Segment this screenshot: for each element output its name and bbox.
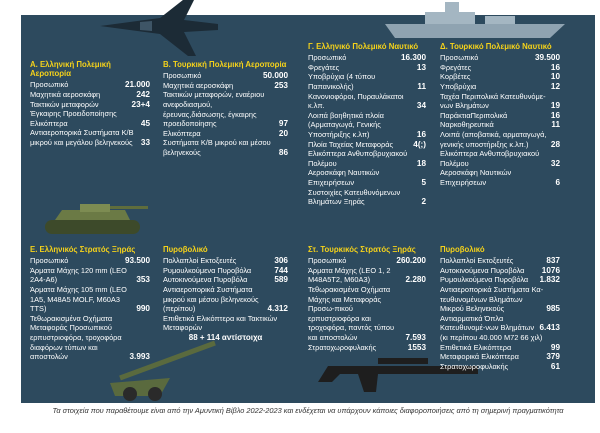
stat-label: Αντιαεροπορικά Συστήματα μικρού και μέσου βεληνεκούς (περίπου) bbox=[163, 284, 259, 314]
stat-row bbox=[163, 81, 288, 91]
fighter-jet-icon bbox=[100, 0, 220, 58]
stat-row bbox=[308, 111, 426, 140]
section-header: Πυροβολικό bbox=[163, 245, 208, 254]
stat-row bbox=[440, 285, 560, 314]
stat-label: Φρεγάτες bbox=[308, 62, 340, 72]
stat-row bbox=[440, 314, 560, 333]
stat-row bbox=[440, 111, 560, 121]
stat-row bbox=[440, 92, 560, 111]
stat-label: Προσωπικό bbox=[30, 256, 69, 266]
stat-row bbox=[308, 266, 426, 285]
stat-label: Συστήματα Κ/Β μικρού και μέσου βεληνεκούς bbox=[163, 138, 271, 157]
stat-row bbox=[163, 90, 288, 128]
stat-value: 12 bbox=[550, 81, 560, 91]
stat-label: Μεταφορικά Ελικόπτερα bbox=[440, 352, 519, 362]
stat-label: Ρυμουλκούμενα Πυροβόλα bbox=[163, 265, 252, 275]
stat-row bbox=[30, 80, 150, 90]
stat-value: 744 bbox=[274, 265, 288, 275]
stat-label: Αντιαεροπορικά Συστήματα Κ/Β μικρού και μεγάλου βεληνεκούς bbox=[30, 128, 134, 147]
stat-value: 985 bbox=[546, 304, 560, 314]
turkish-navy-section bbox=[440, 42, 560, 188]
stat-row bbox=[163, 71, 288, 81]
stat-label: Υποβρύχια bbox=[440, 81, 477, 91]
stat-value: 7.593 bbox=[405, 332, 426, 342]
stat-row bbox=[30, 314, 150, 362]
stat-label: Προσωπικό bbox=[440, 53, 479, 63]
stat-label: Ελικόπτερα Ανθυποβρυχιακού Πολέμου bbox=[440, 149, 540, 168]
stat-label: Τεθωρακισμένα Οχήματα Μάχης και Μεταφοράς Προσω-πικού ερπυστριοφόρα και τροχοφόρα, παντός τύπου και αποστολών bbox=[308, 284, 395, 342]
stat-value: 260.200 bbox=[396, 256, 426, 266]
stat-label: Στρατοχωροφυλακής bbox=[440, 361, 509, 371]
stat-label: Μαχητικά αεροσκάφη bbox=[30, 90, 101, 99]
stat-value: 2 bbox=[421, 197, 426, 207]
stat-row bbox=[308, 53, 426, 63]
stat-row bbox=[440, 266, 560, 276]
stat-label: Μαχητικά αεροσκάφη bbox=[163, 80, 234, 90]
stat-value: 837 bbox=[546, 256, 560, 266]
stat-value: 1.832 bbox=[539, 275, 560, 285]
stat-value: 39.500 bbox=[534, 53, 560, 63]
stat-row bbox=[30, 90, 150, 100]
turkish-artillery-section bbox=[440, 245, 560, 371]
stat-label: Αυτοκινούμενα Πυροβόλα bbox=[440, 265, 525, 275]
stat-value: 50.000 bbox=[262, 71, 288, 81]
stat-label: Ελικόπτερα Ανθυποβρυχιακού Πολέμου bbox=[308, 149, 408, 168]
stat-label: Κανονιοφόροι, Πυραυλάκατοι κ.λπ. bbox=[308, 91, 404, 111]
stat-row bbox=[163, 275, 288, 285]
stat-row bbox=[308, 140, 426, 150]
tank-icon bbox=[40, 198, 150, 238]
stat-row bbox=[308, 343, 426, 353]
stat-value: 93.500 bbox=[124, 256, 150, 266]
stat-value: 5 bbox=[421, 177, 426, 187]
stat-value: 33 bbox=[140, 137, 150, 147]
stat-label: Ρυμουλκούμενα Πυροβόλα bbox=[440, 275, 529, 285]
stat-value: 28 bbox=[550, 139, 560, 149]
stat-value: 589 bbox=[274, 275, 288, 285]
stat-label: Λοιπά (αποβατικά, αρματαγωγά, γενικής υποστήριξης κ.λπ.) bbox=[440, 129, 547, 149]
stat-value: 61 bbox=[550, 361, 560, 371]
stat-label: Άρματα Μάχης 105 mm (LEO 1A5, M48A5 MOLF, M60A3 TTS) bbox=[30, 284, 127, 314]
stat-label: Έγκαιρης Προειδοποίησης Ελικόπτερα bbox=[30, 109, 117, 128]
stat-label: Προσωπικό bbox=[163, 71, 202, 81]
stat-row bbox=[440, 72, 560, 82]
stat-value: 4(;) bbox=[413, 139, 426, 149]
stat-row bbox=[163, 256, 288, 266]
stat-value: 32 bbox=[550, 158, 560, 168]
stat-label: (κι περίπου 40.000 Μ72 66 χιλ) bbox=[440, 332, 543, 342]
stat-total: 88 + 114 αντίστοιχα bbox=[188, 332, 263, 342]
stat-label: Άρματα Μάχης (LEO 1, 2 M48A5T2, M60A3) bbox=[308, 265, 391, 285]
stat-row bbox=[440, 275, 560, 285]
stat-value: 16 bbox=[416, 129, 426, 139]
stat-label: Στρατοχωροφυλακής bbox=[308, 342, 377, 352]
stat-value: 45 bbox=[140, 118, 150, 128]
stat-value: 20 bbox=[278, 128, 288, 138]
stat-row bbox=[308, 285, 426, 343]
stat-row bbox=[163, 314, 288, 333]
stat-label: Τακτικών μεταφορών bbox=[30, 99, 99, 109]
stat-value: 253 bbox=[274, 80, 288, 90]
stat-value: 97 bbox=[278, 119, 288, 129]
stat-label: Πλοία Ταχείας Μεταφοράς bbox=[308, 139, 394, 149]
stat-value: 1553 bbox=[407, 342, 426, 352]
stat-value: 6 bbox=[555, 177, 560, 187]
stat-row bbox=[30, 266, 150, 285]
stat-row bbox=[30, 256, 150, 266]
stat-row bbox=[30, 128, 150, 147]
stat-row bbox=[163, 266, 288, 276]
stat-row bbox=[440, 120, 560, 130]
stat-label: Λοιπά βοηθητικά πλοία (Αρματαγωγά, Γενικής Υποστήριξης κ.λπ) bbox=[308, 110, 384, 139]
stat-label: Επιθετικά Ελικόπτερα bbox=[440, 342, 512, 352]
stat-value: 99 bbox=[550, 342, 560, 352]
turkish-army-section bbox=[308, 245, 426, 352]
stat-label: Υποβρύχια (4 τύπου Παπανικολής) bbox=[308, 72, 376, 91]
stat-value: 4.312 bbox=[267, 304, 288, 314]
stat-label: Ελικόπτερα bbox=[163, 128, 201, 138]
stat-row bbox=[440, 53, 560, 63]
section-header: Πυροβολικό bbox=[440, 245, 485, 254]
stat-row bbox=[30, 109, 150, 128]
stat-row bbox=[163, 285, 288, 314]
stat-row bbox=[440, 333, 560, 343]
stat-label: Άρματα Μάχης 120 mm (LEO 2A4-A6) bbox=[30, 265, 127, 285]
stat-row bbox=[308, 92, 426, 111]
stat-row bbox=[30, 100, 150, 110]
stat-label: Προσωπικό bbox=[30, 80, 69, 90]
section-header: Γ. Ελληνικό Πολεμικό Ναυτικό bbox=[308, 42, 419, 51]
stat-row bbox=[440, 82, 560, 92]
stat-row bbox=[163, 138, 288, 157]
stat-value: 10 bbox=[550, 72, 560, 82]
stat-value: 21.000 bbox=[124, 80, 150, 90]
stat-label: Αυτοκινούμενα Πυροβόλα bbox=[163, 275, 248, 285]
footnote: Τα στοιχεία που παραθέτουμε είναι από την Αμυντική Βίβλο 2022-2023 και ενδέχεται να υπάρχουν κάποιες διαφοροποιήσεις από τη σημερινή πραγματικότητα bbox=[52, 406, 564, 415]
stat-label: Αεροσκάφη Ναυτικών Επιχειρήσεων bbox=[440, 168, 512, 187]
stat-value: 13 bbox=[416, 62, 426, 72]
stat-value: 353 bbox=[136, 275, 150, 285]
stat-label: Πολλαπλοί Εκτοξευτές bbox=[163, 256, 237, 266]
stat-row bbox=[308, 63, 426, 73]
stat-label: Φρεγάτες bbox=[440, 62, 472, 72]
section-header: Ε. Ελληνικός Στρατός Ξηράς bbox=[30, 245, 136, 254]
greek-artillery-section bbox=[163, 245, 288, 343]
turkish-air-force-section bbox=[163, 60, 288, 158]
stat-row bbox=[308, 72, 426, 91]
stat-row bbox=[440, 362, 560, 372]
stat-label: Κορβέτες bbox=[440, 72, 471, 82]
stat-label: Τακτικών μεταφορών, εναέριου ανεφοδιασμού, έρευνας,διάσωσης, έγκαιρης προειδοποίησης bbox=[163, 90, 265, 129]
stat-row bbox=[440, 63, 560, 73]
stat-label: Αεροσκάφη Ναυτικών Επιχειρήσεων bbox=[308, 168, 380, 187]
stat-row bbox=[30, 285, 150, 314]
stat-value: 34 bbox=[416, 101, 426, 111]
stat-value: 306 bbox=[274, 256, 288, 266]
section-header: Στ. Τουρκικός Στρατός Ξηράς bbox=[308, 245, 416, 254]
section-header: Β. Τουρκική Πολεμική Αεροπορία bbox=[163, 60, 287, 69]
stat-label: Επιθετικά Ελικόπτερα και Τακτικών Μεταφορών bbox=[163, 313, 278, 333]
stat-label: Αντιαεροπορικά Συστήματα Κα-τευθυνομένων Βλημάτων Μικρού Βεληνεκούς bbox=[440, 284, 544, 314]
stat-value: 16 bbox=[550, 110, 560, 120]
stat-row bbox=[163, 129, 288, 139]
stat-value: 19 bbox=[550, 101, 560, 111]
warship-icon bbox=[385, 2, 565, 42]
stat-row bbox=[440, 168, 560, 187]
stat-row bbox=[440, 343, 560, 353]
section-header: Α. Ελληνική Πολεμική Αεροπορία bbox=[30, 60, 111, 79]
stat-value: 1076 bbox=[541, 265, 560, 275]
stat-label: Συστοιχίες Κατευθυνόμενων Βλημάτων Ξηράς bbox=[308, 187, 401, 207]
stat-row bbox=[308, 256, 426, 266]
stat-label: Πολλαπλοί Εκτοξευτές bbox=[440, 256, 514, 266]
stat-value: 23+4 bbox=[131, 99, 150, 109]
stat-value: 18 bbox=[416, 158, 426, 168]
stat-value: 86 bbox=[278, 147, 288, 157]
stat-label: Αντιαρματικά Όπλα Κατευθυνομέ-νων Βλημάτων bbox=[440, 313, 535, 333]
stat-row bbox=[308, 149, 426, 168]
stat-value: 11 bbox=[417, 81, 426, 91]
stat-label: Προσωπικό bbox=[308, 53, 347, 63]
stat-row bbox=[440, 130, 560, 149]
stat-value: 379 bbox=[546, 352, 560, 362]
stat-value: 2.280 bbox=[405, 275, 426, 285]
stat-value: 16 bbox=[550, 62, 560, 72]
stat-value: 6.413 bbox=[539, 323, 560, 333]
stat-value: 242 bbox=[136, 90, 150, 99]
stat-value: 990 bbox=[136, 304, 150, 314]
greek-navy-section bbox=[308, 42, 426, 207]
stat-row bbox=[308, 168, 426, 187]
stat-value: 3.993 bbox=[129, 352, 150, 362]
stat-row bbox=[308, 188, 426, 207]
greek-army-section bbox=[30, 245, 150, 362]
stat-row bbox=[440, 256, 560, 266]
stat-label: ΠαράκτιαΠεριπολικά bbox=[440, 110, 508, 120]
stat-row bbox=[440, 149, 560, 168]
stat-value: 16.300 bbox=[400, 53, 426, 63]
stat-row bbox=[440, 352, 560, 362]
stat-label: Ταχέα Περιπολικά Κατευθυνόμε-νων Βλημάτων bbox=[440, 91, 546, 111]
stat-value: 11 bbox=[551, 120, 560, 130]
stat-label: Ναρκοθηρευτικά bbox=[440, 120, 494, 130]
stat-label: Προσωπικό bbox=[308, 256, 347, 266]
section-header: Δ. Τουρκικό Πολεμικό Ναυτικό bbox=[440, 42, 552, 51]
greek-air-force-section bbox=[30, 60, 150, 148]
stat-label: Τεθωρακισμένα Οχήματα Μεταφοράς Προσωπικού ερπυστριοφόρα, τροχοφόρα διαφόρων τύπων και αποστολών bbox=[30, 313, 122, 362]
